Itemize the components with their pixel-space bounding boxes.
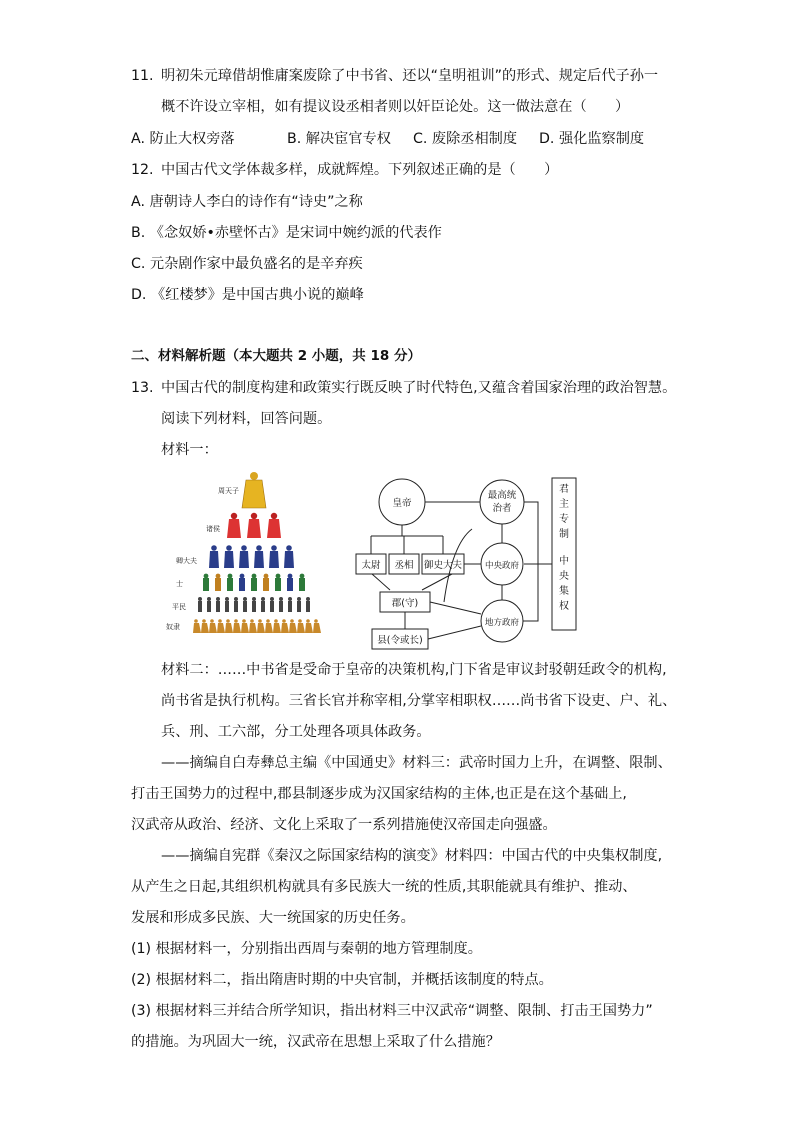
subquestion-2: (2) 根据材料二，指出隋唐时期的中央官制，并概括该制度的特点。 [131, 972, 553, 988]
q13-stem-line2: 阅读下列材料，回答问题。 [161, 411, 332, 427]
material2-line3: 兵、刑、工六部，分工处理各项具体政务。 [161, 724, 431, 740]
central-label: 中央政府 [484, 561, 520, 571]
q12-option-b[interactable]: B. 《念奴娇•赤壁怀古》是宋词中婉约派的代表作 [131, 225, 442, 241]
chengxiang-label: 丞相 [394, 560, 414, 571]
q12-option-c[interactable]: C. 元杂剧作家中最负盛名的是辛弃疾 [131, 256, 363, 272]
material4-line1: ——摘编自宪群《秦汉之际国家结构的演变》材料四：中国古代的中央集权制度, [161, 848, 663, 864]
subquestion-1: (1) 根据材料一，分别指出西周与秦朝的地方管理制度。 [131, 941, 482, 957]
yushi-label: 御史大夫 [423, 560, 463, 571]
q12-stem: 中国古代文学体裁多样，成就辉煌。下列叙述正确的是（ ） [161, 162, 559, 178]
lord-figures [227, 513, 281, 538]
taiwei-label: 太尉 [361, 560, 381, 571]
pyramid-label-commoners: 平民 [172, 603, 186, 611]
q11-option-c[interactable]: C. 废除丞相制度 [413, 131, 518, 147]
supreme-label-line: 最高统治者 [487, 490, 517, 514]
king-figure [242, 472, 266, 508]
pyramid-label-ministers: 卿大夫 [176, 557, 197, 565]
pyramid-label-lords: 诸侯 [206, 525, 220, 533]
q12-option-d[interactable]: D. 《红楼梦》是中国古典小说的巅峰 [131, 287, 364, 303]
xian-label: 县(令或长) [377, 635, 423, 646]
q11-option-d[interactable]: D. 强化监察制度 [539, 131, 645, 147]
q11-option-a[interactable]: A. 防止大权旁落 [131, 131, 235, 147]
local-label: 地方政府 [484, 618, 520, 628]
q11-option-b[interactable]: B. 解决宦官专权 [287, 131, 391, 147]
q12-number: 12. [131, 162, 154, 178]
pyramid-label-king: 周天子 [218, 487, 239, 495]
social-hierarchy-pyramid [166, 468, 326, 640]
material2-line1: 材料二：……中书省是受命于皇帝的决策机构,门下省是审议封驳朝廷政令的机构, [161, 662, 667, 678]
pyramid-label-slaves: 奴隶 [166, 623, 180, 631]
section-heading: 二、材料解析题（本大题共 2 小题，共 18 分） [131, 348, 421, 364]
pyramid-label-scholars: 士 [176, 580, 183, 588]
slave-figures [193, 619, 321, 633]
q13-stem-line1: 中国古代的制度构建和政策实行既反映了时代特色,又蕴含着国家治理的政治智慧。 [161, 380, 677, 396]
q11-stem-line2: 概不许设立宰相，如有提议设丞相者则以奸臣论处。这一做法意在（ ） [161, 99, 630, 115]
side-label-centralization: 中央集权 [559, 556, 569, 612]
q11-number: 11. [131, 68, 154, 84]
side-label-autocracy: 君主专制 [559, 484, 569, 540]
subquestion-3-line1: (3) 根据材料三并结合所学知识，指出材料三中汉武帝“调整、限制、打击王国势力” [131, 1003, 653, 1019]
subquestion-3-line2: 的措施。为巩固大一统，汉武帝在思想上采取了什么措施？ [131, 1034, 500, 1050]
q11-stem-line1: 明初朱元璋借胡惟庸案废除了中书省、还以“皇明祖训”的形式、规定后代子孙一 [161, 68, 659, 84]
material3-line2: 打击王国势力的过程中,郡县制逐步成为汉国家结构的主体,也正是在这个基础上, [131, 786, 627, 802]
supreme-ruler-node [480, 480, 524, 524]
material4-line2: 从产生之日起,其组织机构就具有多民族大一统的性质,其职能就具有维护、推动、 [131, 879, 637, 895]
material3-line3: 汉武帝从政治、经济、文化上采取了一系列措施使汉帝国走向强盛。 [131, 817, 557, 833]
scholar-figures [203, 574, 305, 591]
minister-figures [209, 545, 294, 568]
qin-government-diagram [352, 474, 582, 650]
material1-label: 材料一： [161, 442, 218, 458]
q12-option-a[interactable]: A. 唐朝诗人李白的诗作有“诗史”之称 [131, 194, 363, 210]
q13-number: 13. [131, 380, 154, 396]
jun-label: 郡(守) [391, 598, 419, 609]
emperor-label: 皇帝 [392, 498, 412, 509]
material4-line3: 发展和形成多民族、大一统国家的历史任务。 [131, 910, 415, 926]
commoner-figures [198, 597, 310, 612]
material3-line1: ——摘编自白寿彝总主编《中国通史》材料三：武帝时国力上升，在调整、限制、 [161, 755, 672, 771]
material2-line2: 尚书省是执行机构。三省长官并称宰相,分掌宰相职权……尚书省下设吏、户、礼、 [161, 693, 677, 709]
